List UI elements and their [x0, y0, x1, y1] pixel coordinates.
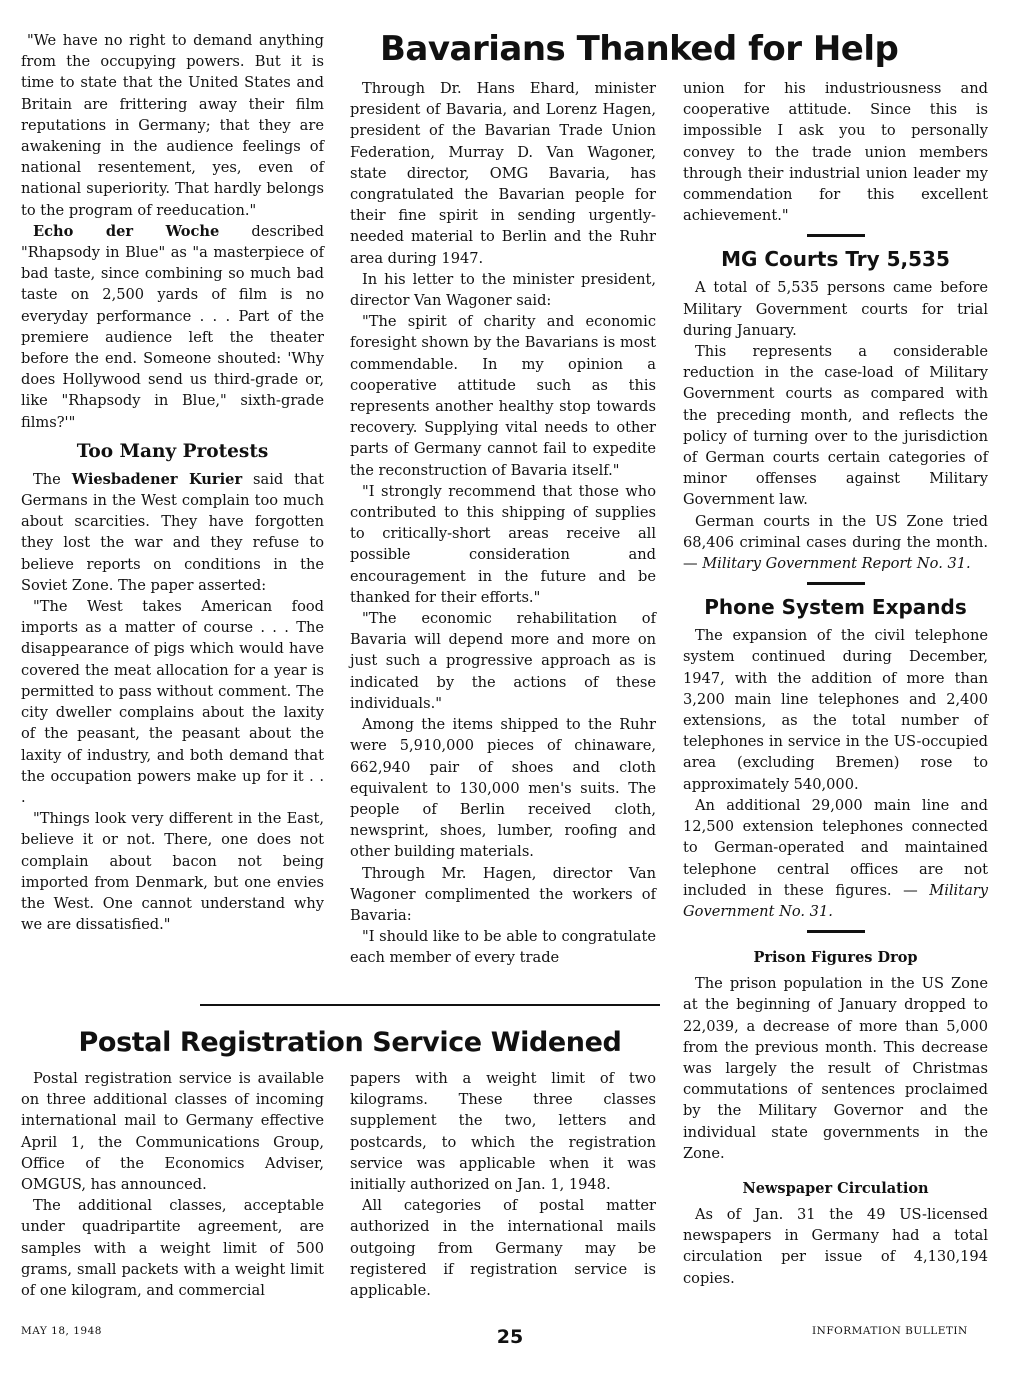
page-number: 25: [496, 1326, 524, 1348]
east-paragraph: "Things look very different in the East, believe it or not. There, one does not complain about bacon not being imported from Denmark, but one envies the West. One cannot understand why we are dissatisfied.": [21, 810, 324, 934]
bavarians-paragraph: Through Mr. Hagen, director Van Wagoner complimented the workers of Bavaria:: [350, 864, 656, 924]
film-article-paragraph: "We have no right to demand anything from the occupying powers. But it is time to state that the United States and Britain are frittering away their film reputations in Germany; that they are awakening in the audience feelings of national resentement, yes, even of national superiority. That hardly belongs to the program of reeducation.": [21, 32, 324, 219]
postal-column-left: [21, 1068, 324, 1301]
postal-paragraph: All categories of postal matter authorized in the international mails outgoing from Germany may be registered if registration service is applicable.: [350, 1197, 656, 1300]
bavarians-paragraph: In his letter to the minister president, director Van Wagoner said:: [350, 270, 656, 310]
section-divider: [807, 582, 865, 585]
newspaper-name-echo: Echo der Woche: [33, 222, 220, 240]
headline-bavarians-thanked: Bavarians Thanked for Help: [380, 29, 899, 69]
wiesbadener-paragraph: The Wiesbadener Kurier said that Germans in the West complain too much about scarcities. They have forgotten they lost the war and they refuse to believe reports on conditions in the Soviet Zone. The paper asserted:: [21, 470, 324, 594]
headline-postal-registration: Postal Registration Service Widened: [78, 1027, 622, 1058]
newspaper-paragraph: As of Jan. 31 the 49 US-licensed newspapers in Germany had a total circulation per issue of 4,130,194 copies.: [683, 1205, 988, 1287]
phone-paragraph: The expansion of the civil telephone system continued during December, 1947, with the addition of more than 3,200 main line telephones and 2,400 extensions, as the total number of telephones in service in the US-occupied area (excluding Bremen) rose to approximately 540,000.: [683, 627, 988, 793]
source-citation: Military Government Report No. 31.: [702, 555, 971, 573]
footer-publication: INFORMATION BULLETIN: [812, 1325, 968, 1337]
bavarians-paragraph-continued: union for his industriousness and cooperative attitude. Since this is impossible I ask you to personally convey to the trade union members through their industrial union leader my commendation for this excellent achievement.": [683, 80, 988, 225]
headline-mg-courts: MG Courts Try 5,535: [721, 247, 950, 272]
newspaper-name-wiesbadener: Wiesbadener Kurier: [71, 470, 243, 488]
bavarians-paragraph: "The spirit of charity and economic foresight shown by the Bavarians is most commendable. In my opinion a cooperative attitude such as this represents another healthy stop towards recovery. Supplying vital needs to other parts of Germany cannot fail to expedite the reconstruction of Bavaria itself.": [350, 313, 656, 479]
bavarians-paragraph: "I strongly recommend that those who contributed to this shipping of supplies to critically-short areas receive all possible consideration and encouragement in the future and be thanked for their efforts.": [350, 482, 656, 606]
postal-paragraph: Postal registration service is available on three additional classes of incoming international mail to Germany effective April 1, the Communications Group, Office of the Economics Adviser, OMGUS, has announced.: [21, 1070, 324, 1194]
section-divider-wide: [200, 1004, 660, 1006]
postal-column-right: [350, 1068, 656, 1301]
subhead-too-many-protests: Too Many Protests: [76, 440, 269, 462]
postal-paragraph: papers with a weight limit of two kilograms. These three classes supplement the two, letters and postcards, to which the registration service was applicable when it was initially authorized on Jan. 1, 1948.: [350, 1070, 656, 1194]
echo-der-woche-paragraph: Echo der Woche described "Rhapsody in Blue" as "a masterpiece of bad taste, since combining so much bad taste on 2,500 yards of film is no everyday performance . . . Part of the premiere audience left the theater before the end. Someone shouted: 'Why does Hollywood send us third-grade or, like "Rhapsody in Blue," sixth-grade films?'": [21, 222, 324, 431]
source-citation: Military Government No. 31.: [683, 881, 988, 920]
prison-paragraph: The prison population in the US Zone at the beginning of January dropped to 22,039, a decrease of more than 5,000 from the previous month. This decrease was largely the result of Christmas commutations of sentences proclaimed by the Military Governor and the individual state governments in the Zone.: [683, 975, 988, 1162]
bavarians-paragraph: Among the items shipped to the Ruhr were 5,910,000 pieces of chinaware, 662,940 pair of shoes and cloth equivalent to 130,000 men's suits. The people of Berlin received cloth, newsprint, shoes, lumber, roofing and other building materials.: [350, 716, 656, 861]
food-imports-paragraph: "The West takes American food imports as a matter of course . . . The disappearance of pigs which would have covered the meat allocation for a year is permitted to pass without comment. The city dweller complains about the laxity of the peasant, the peasant about the laxity of industry, and both demand that the occupation powers make up for it . . .: [21, 598, 324, 806]
column-left: [21, 30, 324, 935]
postal-paragraph: The additional classes, acceptable under quadripartite agreement, are samples with a weight limit of 500 grams, small packets with a weight limit of one kilogram, and commercial: [21, 1197, 324, 1300]
section-divider: [807, 930, 865, 933]
section-divider: [807, 234, 865, 237]
mg-courts-paragraph: German courts in the US Zone tried 68,406 criminal cases during the month. — Military Government Report No. 31.: [683, 512, 988, 573]
bavarians-paragraph: "I should like to be able to congratulate each member of every trade: [350, 928, 656, 967]
column-right: [683, 78, 988, 1289]
bavarians-paragraph: Through Dr. Hans Ehard, minister president of Bavaria, and Lorenz Hagen, president of the Bavarian Trade Union Federation, Murray D. Van Wagoner, state director, OMG Bavaria, has congratulated the Bavarian people for their fine spirit in sending urgently-needed material to Berlin and the Ruhr area during 1947.: [350, 80, 656, 267]
headline-phone-system: Phone System Expands: [704, 595, 967, 620]
footer-date: MAY 18, 1948: [21, 1325, 102, 1337]
mg-courts-paragraph: A total of 5,535 persons came before Military Government courts for trial during January.: [683, 279, 988, 339]
headline-prison-figures: Prison Figures Drop: [753, 949, 918, 967]
mg-courts-paragraph: This represents a considerable reduction in the case-load of Military Government courts as compared with the preceding month, and reflects the policy of turning over to the jurisdiction of German courts certain categories of minor offenses against Military Government law.: [683, 343, 988, 509]
phone-paragraph: An additional 29,000 main line and 12,500 extension telephones connected to German-operated and maintained telephone central offices are not included in these figures. — Military Government No. 31.: [683, 796, 988, 920]
headline-newspaper-circulation: Newspaper Circulation: [742, 1179, 929, 1197]
bavarians-paragraph: "The economic rehabilitation of Bavaria will depend more and more on just such a progressive approach as is indicated by the actions of these individuals.": [350, 610, 656, 712]
column-middle: [350, 78, 656, 969]
